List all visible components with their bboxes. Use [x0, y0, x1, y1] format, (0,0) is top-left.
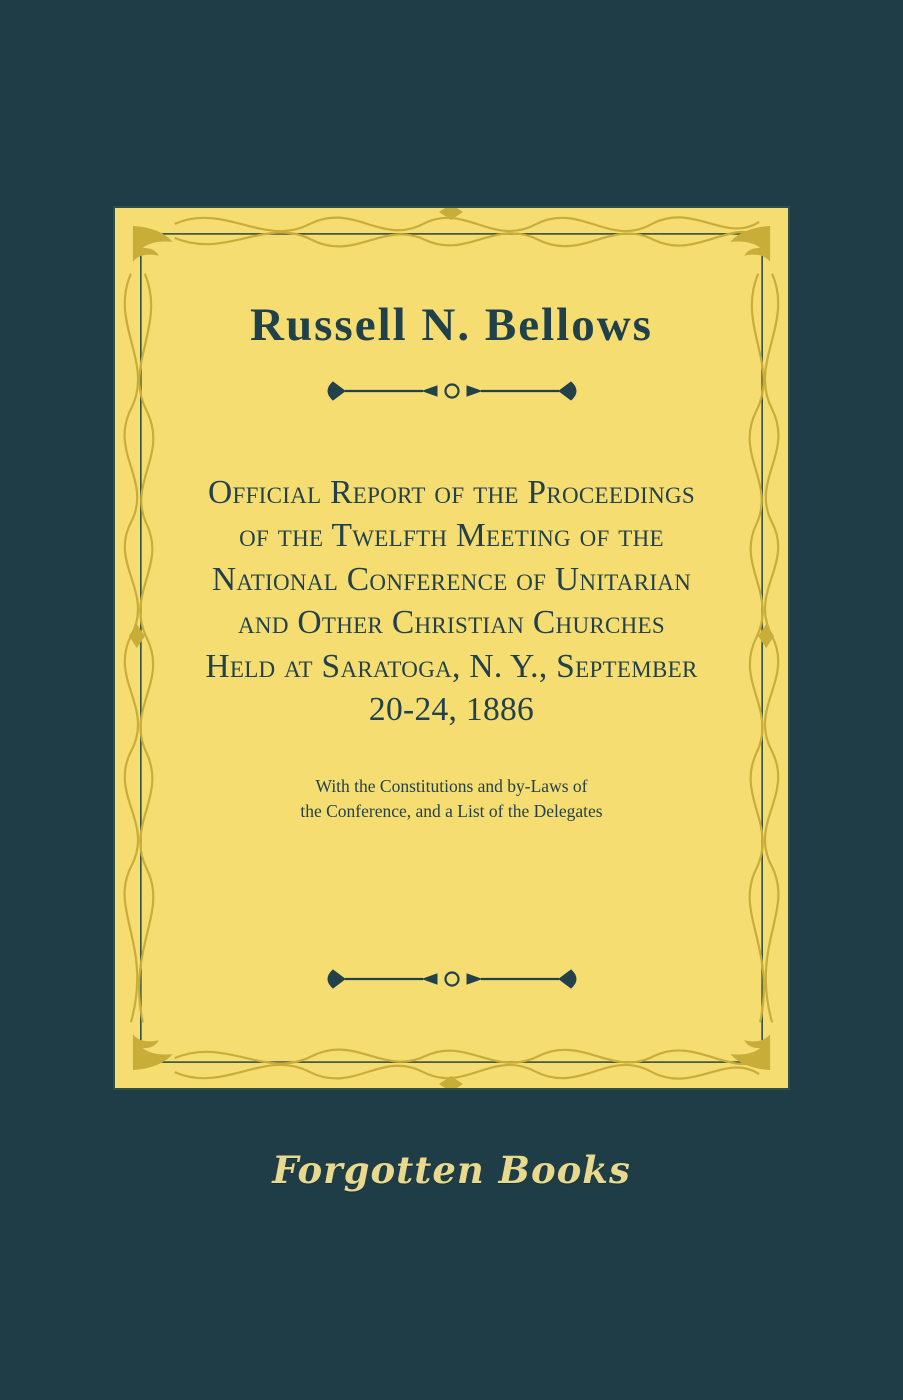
- cover-panel: [113, 206, 790, 1090]
- title-line: National Conference of Unitarian: [211, 560, 692, 598]
- title-line: Official Report of the Proceedings: [207, 473, 695, 511]
- cover-content: [115, 208, 788, 1088]
- author-name: Russell N. Bellows: [250, 299, 653, 351]
- book-cover: [90, 178, 813, 1118]
- title-line: of the Twelfth Meeting of the: [239, 517, 664, 555]
- title-line: and Other Christian Churches: [238, 604, 665, 642]
- ornamental-divider-bottom: [327, 966, 577, 992]
- book-title: [173, 471, 730, 732]
- subtitle-line: the Conference, and a List of the Delegates: [300, 801, 603, 822]
- subtitle-line: With the Constitutions and by-Laws of: [315, 775, 588, 796]
- title-line: 20-24, 1886: [368, 691, 535, 729]
- publisher-logo: [0, 1148, 903, 1193]
- book-subtitle: [173, 774, 730, 825]
- ornamental-divider-top: [327, 378, 577, 404]
- publisher-name: Forgotten Books: [272, 1148, 631, 1192]
- title-line: Held at Saratoga, N. Y., September: [205, 647, 698, 685]
